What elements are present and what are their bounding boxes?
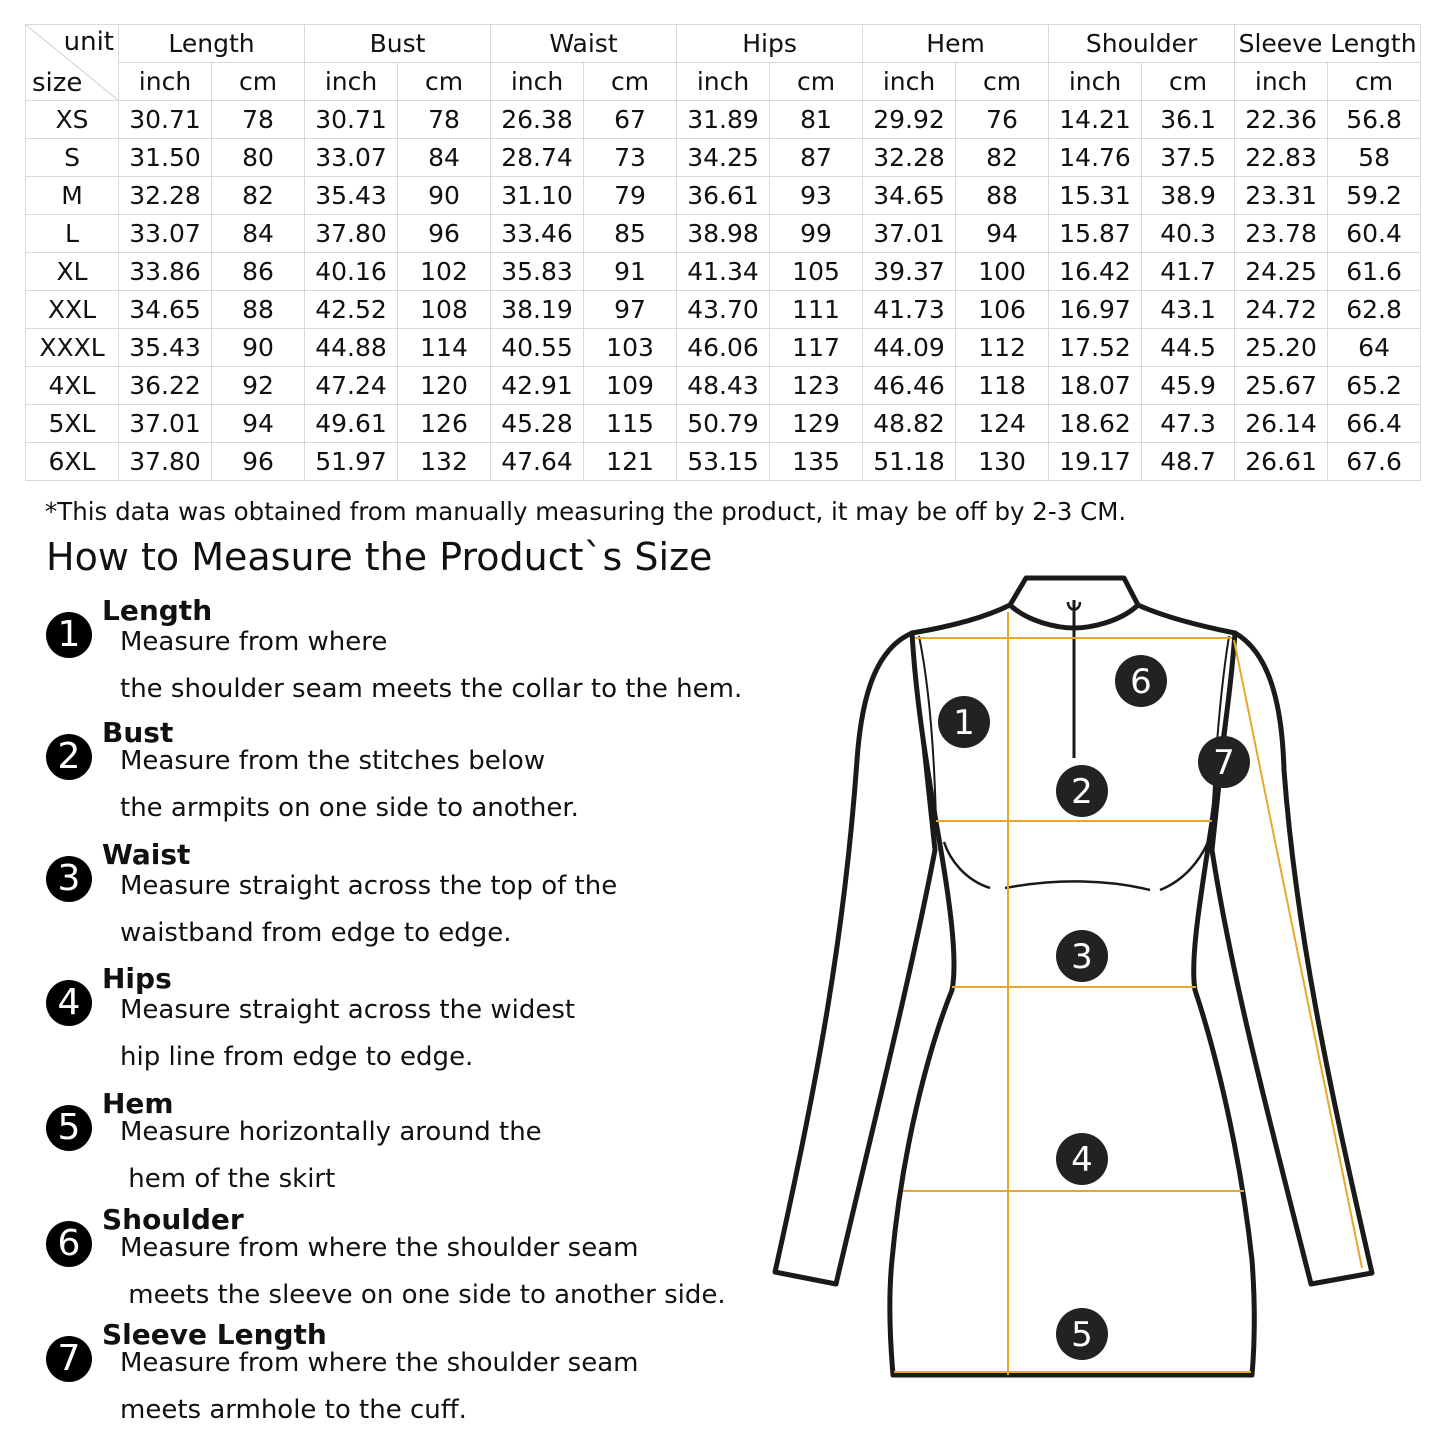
- measurement-cell: 26.14: [1235, 405, 1328, 443]
- unit-header: inch: [491, 63, 584, 101]
- measurement-cell: 132: [398, 443, 491, 481]
- measurement-cell: 78: [398, 101, 491, 139]
- step-title: Bust: [102, 716, 174, 749]
- step-description-line: meets the sleeve on one side to another side.: [120, 1280, 726, 1310]
- measurement-cell: 73: [584, 139, 677, 177]
- step-description-line: Measure horizontally around the: [120, 1117, 542, 1147]
- svg-text:2: 2: [1071, 772, 1093, 812]
- measurement-cell: 35.43: [305, 177, 398, 215]
- measurement-cell: 26.38: [491, 101, 584, 139]
- measurement-cell: 16.42: [1049, 253, 1142, 291]
- measurement-cell: 114: [398, 329, 491, 367]
- measurement-cell: 94: [212, 405, 305, 443]
- number-2-badge-icon: 2: [46, 734, 92, 780]
- unit-header: inch: [677, 63, 770, 101]
- marker-5-icon: [1056, 1308, 1108, 1360]
- measurement-cell: 36.61: [677, 177, 770, 215]
- measurement-cell: 135: [770, 443, 863, 481]
- measurement-cell: 60.4: [1328, 215, 1421, 253]
- measurement-cell: 45.28: [491, 405, 584, 443]
- measurement-cell: 79: [584, 177, 677, 215]
- measurement-cell: 80: [212, 139, 305, 177]
- size-label-cell: 4XL: [26, 367, 119, 405]
- measurement-cell: 99: [770, 215, 863, 253]
- measurement-cell: 37.01: [863, 215, 956, 253]
- group-header-waist: Waist: [491, 25, 677, 63]
- measurement-cell: 85: [584, 215, 677, 253]
- number-5-badge-icon: 5: [46, 1105, 92, 1151]
- unit-header: inch: [305, 63, 398, 101]
- measurement-cell: 87: [770, 139, 863, 177]
- measurement-cell: 106: [956, 291, 1049, 329]
- step-title: Hem: [102, 1087, 174, 1120]
- measurement-cell: 39.37: [863, 253, 956, 291]
- unit-label: unit: [63, 27, 114, 57]
- measurement-cell: 115: [584, 405, 677, 443]
- measurement-cell: 102: [398, 253, 491, 291]
- measurement-cell: 33.07: [119, 215, 212, 253]
- measurement-cell: 40.3: [1142, 215, 1235, 253]
- size-label: size: [32, 68, 83, 98]
- measurement-cell: 29.92: [863, 101, 956, 139]
- table-row: [26, 177, 1421, 215]
- measurement-cell: 67.6: [1328, 443, 1421, 481]
- size-label-cell: 5XL: [26, 405, 119, 443]
- step-description-line: Measure straight across the top of the: [120, 871, 618, 901]
- measurement-cell: 47.64: [491, 443, 584, 481]
- measurement-cell: 33.07: [305, 139, 398, 177]
- measurement-cell: 23.78: [1235, 215, 1328, 253]
- table-row: [26, 101, 1421, 139]
- svg-text:5: 5: [1071, 1315, 1093, 1355]
- measurement-cell: 117: [770, 329, 863, 367]
- number-1-badge-icon: 1: [46, 612, 92, 658]
- table-row: [26, 329, 1421, 367]
- measurement-cell: 91: [584, 253, 677, 291]
- measurement-cell: 118: [956, 367, 1049, 405]
- guide-title: How to Measure the Product`s Size: [46, 535, 713, 579]
- measurement-cell: 66.4: [1328, 405, 1421, 443]
- table-row: [26, 215, 1421, 253]
- measurement-cell: 47.3: [1142, 405, 1235, 443]
- measurement-cell: 84: [212, 215, 305, 253]
- measurement-cell: 81: [770, 101, 863, 139]
- marker-6-icon: [1115, 655, 1167, 707]
- unit-header: cm: [584, 63, 677, 101]
- measurement-cell: 49.61: [305, 405, 398, 443]
- measurement-cell: 109: [584, 367, 677, 405]
- table-row: [26, 443, 1421, 481]
- measurement-cell: 82: [956, 139, 1049, 177]
- unit-header: cm: [956, 63, 1049, 101]
- group-header-hem: Hem: [863, 25, 1049, 63]
- measurement-cell: 96: [212, 443, 305, 481]
- measurement-cell: 32.28: [863, 139, 956, 177]
- group-header-hips: Hips: [677, 25, 863, 63]
- dress-measurement-diagram: [760, 570, 1400, 1400]
- table-row: [26, 405, 1421, 443]
- measurement-cell: 38.19: [491, 291, 584, 329]
- unit-header: inch: [863, 63, 956, 101]
- measurement-cell: 123: [770, 367, 863, 405]
- measurement-cell: 67: [584, 101, 677, 139]
- measurement-cell: 82: [212, 177, 305, 215]
- measurement-cell: 33.46: [491, 215, 584, 253]
- number-3-badge-icon: 3: [46, 856, 92, 902]
- step-title: Waist: [102, 838, 191, 871]
- size-label-cell: 6XL: [26, 443, 119, 481]
- measurement-cell: 36.22: [119, 367, 212, 405]
- measurement-cell: 44.88: [305, 329, 398, 367]
- measurement-cell: 42.52: [305, 291, 398, 329]
- measurement-cell: 53.15: [677, 443, 770, 481]
- number-6-badge-icon: 6: [46, 1221, 92, 1267]
- marker-3-icon: [1056, 930, 1108, 982]
- measurement-cell: 43.70: [677, 291, 770, 329]
- svg-text:7: 7: [1213, 743, 1235, 783]
- measurement-cell: 32.28: [119, 177, 212, 215]
- measurement-cell: 130: [956, 443, 1049, 481]
- measurement-cell: 64: [1328, 329, 1421, 367]
- step-description-line: Measure straight across the widest: [120, 995, 576, 1025]
- measurement-cell: 124: [956, 405, 1049, 443]
- measurement-cell: 44.5: [1142, 329, 1235, 367]
- measurement-cell: 15.87: [1049, 215, 1142, 253]
- table-row: [26, 367, 1421, 405]
- measurement-cell: 38.98: [677, 215, 770, 253]
- measurement-cell: 100: [956, 253, 1049, 291]
- unit-header: cm: [398, 63, 491, 101]
- measurement-cell: 48.43: [677, 367, 770, 405]
- size-label-cell: XXL: [26, 291, 119, 329]
- measurement-cell: 111: [770, 291, 863, 329]
- svg-text:4: 4: [1071, 1140, 1093, 1180]
- measurement-cell: 24.72: [1235, 291, 1328, 329]
- measurement-cell: 40.55: [491, 329, 584, 367]
- size-chart-table: [25, 24, 1421, 481]
- group-header-length: Length: [119, 25, 305, 63]
- measurement-cell: 28.74: [491, 139, 584, 177]
- measurement-cell: 48.82: [863, 405, 956, 443]
- measurement-cell: 31.50: [119, 139, 212, 177]
- measurement-cell: 37.80: [119, 443, 212, 481]
- measurement-cell: 17.52: [1049, 329, 1142, 367]
- measurement-cell: 58: [1328, 139, 1421, 177]
- measurement-cell: 25.20: [1235, 329, 1328, 367]
- unit-header-row: [26, 63, 1421, 101]
- measurement-cell: 41.73: [863, 291, 956, 329]
- marker-1-icon: [938, 696, 990, 748]
- marker-4-icon: [1056, 1133, 1108, 1185]
- measurement-cell: 90: [398, 177, 491, 215]
- step-title: Shoulder: [102, 1203, 244, 1236]
- measurement-cell: 25.67: [1235, 367, 1328, 405]
- svg-text:6: 6: [1130, 662, 1152, 702]
- measurement-cell: 38.9: [1142, 177, 1235, 215]
- step-description-line: Measure from the stitches below: [120, 746, 546, 776]
- measurement-cell: 40.16: [305, 253, 398, 291]
- measurement-cell: 93: [770, 177, 863, 215]
- marker-2-icon: [1056, 765, 1108, 817]
- step-description-line: hem of the skirt: [120, 1164, 336, 1194]
- measurement-cell: 51.18: [863, 443, 956, 481]
- measurement-cell: 108: [398, 291, 491, 329]
- size-table-body: [26, 101, 1421, 481]
- size-label-cell: S: [26, 139, 119, 177]
- measurement-cell: 31.89: [677, 101, 770, 139]
- group-header-shoulder: Shoulder: [1049, 25, 1235, 63]
- number-4-badge-icon: 4: [46, 980, 92, 1026]
- measurement-cell: 90: [212, 329, 305, 367]
- measurement-cell: 31.10: [491, 177, 584, 215]
- step-title: Sleeve Length: [102, 1318, 327, 1351]
- measurement-cell: 26.61: [1235, 443, 1328, 481]
- measurement-cell: 61.6: [1328, 253, 1421, 291]
- measurement-cell: 14.21: [1049, 101, 1142, 139]
- measurement-cell: 65.2: [1328, 367, 1421, 405]
- measurement-cell: 16.97: [1049, 291, 1142, 329]
- measurement-cell: 22.83: [1235, 139, 1328, 177]
- measurement-cell: 37.01: [119, 405, 212, 443]
- table-row: [26, 139, 1421, 177]
- measurement-cell: 51.97: [305, 443, 398, 481]
- step-description-line: waistband from edge to edge.: [120, 918, 512, 948]
- measurement-cell: 47.24: [305, 367, 398, 405]
- measurement-cell: 129: [770, 405, 863, 443]
- measurement-cell: 41.7: [1142, 253, 1235, 291]
- number-7-badge-icon: 7: [46, 1336, 92, 1382]
- unit-header: inch: [1049, 63, 1142, 101]
- measurement-cell: 46.46: [863, 367, 956, 405]
- step-description-line: hip line from edge to edge.: [120, 1042, 474, 1072]
- measurement-cell: 120: [398, 367, 491, 405]
- measurement-cell: 103: [584, 329, 677, 367]
- step-description-line: the armpits on one side to another.: [120, 793, 579, 823]
- measurement-cell: 18.07: [1049, 367, 1142, 405]
- measurement-cell: 44.09: [863, 329, 956, 367]
- unit-header: inch: [1235, 63, 1328, 101]
- table-corner-cell: [26, 25, 119, 101]
- measurement-cell: 84: [398, 139, 491, 177]
- measurement-cell: 43.1: [1142, 291, 1235, 329]
- svg-text:3: 3: [1071, 937, 1093, 977]
- group-header-bust: Bust: [305, 25, 491, 63]
- measurement-cell: 35.83: [491, 253, 584, 291]
- size-label-cell: XS: [26, 101, 119, 139]
- measurement-cell: 56.8: [1328, 101, 1421, 139]
- measurement-cell: 34.65: [119, 291, 212, 329]
- measurement-cell: 126: [398, 405, 491, 443]
- step-description-line: Measure from where the shoulder seam: [120, 1233, 639, 1263]
- unit-header: inch: [119, 63, 212, 101]
- measurement-cell: 30.71: [305, 101, 398, 139]
- measurement-cell: 41.34: [677, 253, 770, 291]
- size-label-cell: M: [26, 177, 119, 215]
- size-label-cell: XXXL: [26, 329, 119, 367]
- measurement-cell: 46.06: [677, 329, 770, 367]
- unit-header: cm: [1142, 63, 1235, 101]
- measurement-cell: 50.79: [677, 405, 770, 443]
- measurement-cell: 76: [956, 101, 1049, 139]
- measurement-cell: 35.43: [119, 329, 212, 367]
- size-label-cell: XL: [26, 253, 119, 291]
- measurement-cell: 37.5: [1142, 139, 1235, 177]
- marker-7-icon: [1198, 736, 1250, 788]
- measurement-group-header-row: [26, 25, 1421, 63]
- size-label-cell: L: [26, 215, 119, 253]
- step-description-line: Measure from where: [120, 627, 388, 657]
- measurement-cell: 34.25: [677, 139, 770, 177]
- measurement-cell: 14.76: [1049, 139, 1142, 177]
- measurement-cell: 45.9: [1142, 367, 1235, 405]
- measurement-cell: 105: [770, 253, 863, 291]
- measurement-cell: 22.36: [1235, 101, 1328, 139]
- measurement-cell: 23.31: [1235, 177, 1328, 215]
- step-description-line: meets armhole to the cuff.: [120, 1395, 467, 1425]
- measurement-cell: 97: [584, 291, 677, 329]
- measurement-cell: 86: [212, 253, 305, 291]
- measurement-cell: 36.1: [1142, 101, 1235, 139]
- table-row: [26, 291, 1421, 329]
- measurement-cell: 30.71: [119, 101, 212, 139]
- measurement-cell: 88: [212, 291, 305, 329]
- measurement-cell: 121: [584, 443, 677, 481]
- step-title: Length: [102, 594, 213, 627]
- unit-header: cm: [212, 63, 305, 101]
- measurement-cell: 18.62: [1049, 405, 1142, 443]
- measurement-cell: 78: [212, 101, 305, 139]
- measurement-cell: 19.17: [1049, 443, 1142, 481]
- measurement-cell: 59.2: [1328, 177, 1421, 215]
- measurement-cell: 92: [212, 367, 305, 405]
- unit-header: cm: [770, 63, 863, 101]
- measurement-cell: 94: [956, 215, 1049, 253]
- step-description-line: the shoulder seam meets the collar to the hem.: [120, 674, 743, 704]
- measurement-cell: 34.65: [863, 177, 956, 215]
- measurement-cell: 42.91: [491, 367, 584, 405]
- measurement-cell: 96: [398, 215, 491, 253]
- measurement-disclaimer: *This data was obtained from manually measuring the product, it may be off by 2-3 CM.: [45, 497, 1127, 526]
- svg-text:1: 1: [953, 703, 975, 743]
- step-title: Hips: [102, 962, 172, 995]
- measurement-cell: 62.8: [1328, 291, 1421, 329]
- unit-header: cm: [1328, 63, 1421, 101]
- group-header-sleeve-length: Sleeve Length: [1235, 25, 1421, 63]
- measurement-cell: 15.31: [1049, 177, 1142, 215]
- measurement-cell: 88: [956, 177, 1049, 215]
- table-row: [26, 253, 1421, 291]
- measurement-cell: 37.80: [305, 215, 398, 253]
- measurement-cell: 33.86: [119, 253, 212, 291]
- measurement-cell: 24.25: [1235, 253, 1328, 291]
- step-description-line: Measure from where the shoulder seam: [120, 1348, 639, 1378]
- measurement-cell: 112: [956, 329, 1049, 367]
- measurement-cell: 48.7: [1142, 443, 1235, 481]
